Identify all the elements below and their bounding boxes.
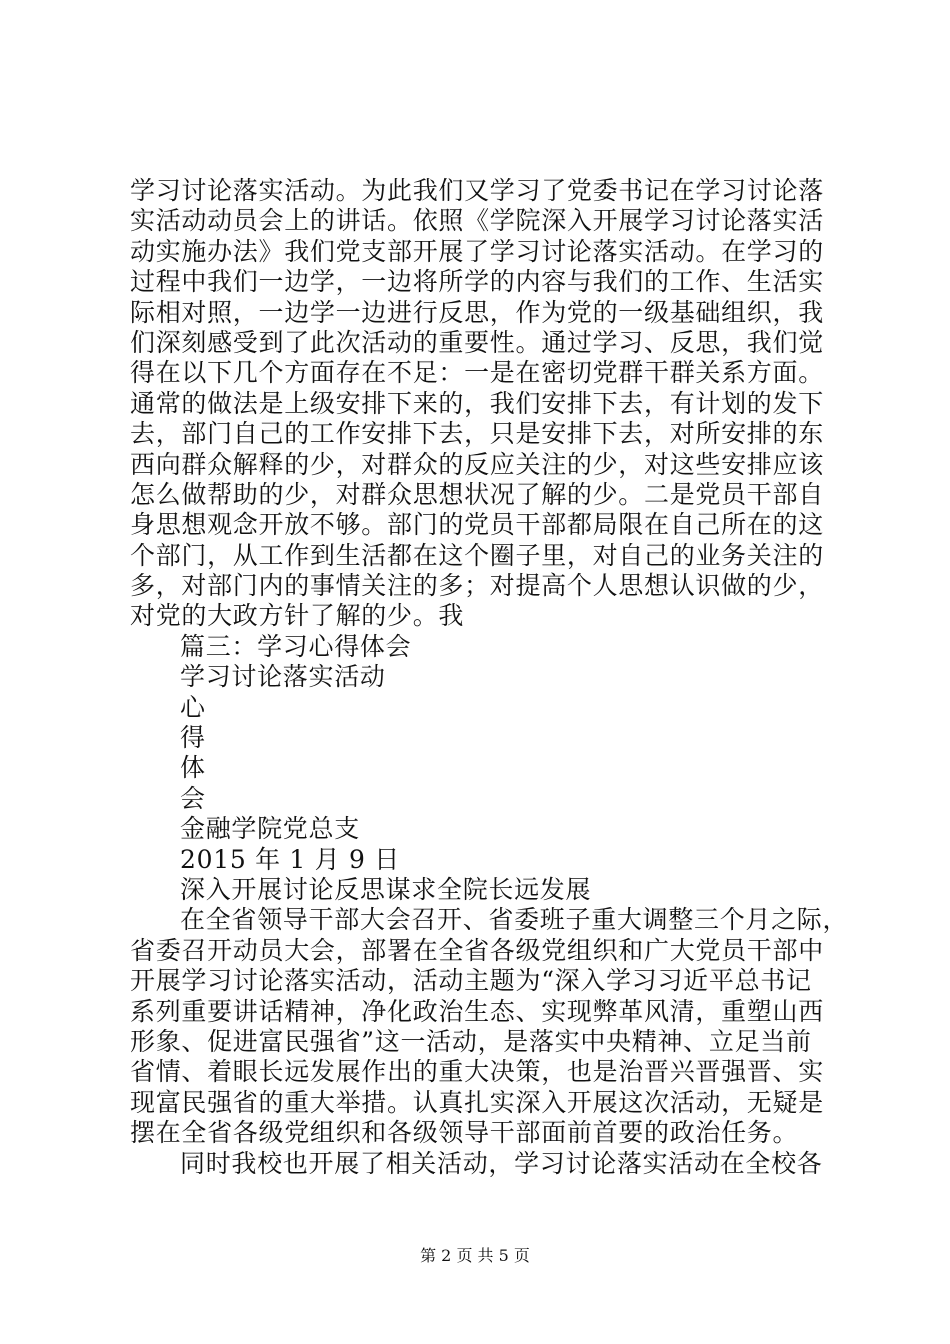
text-line: 省情、着眼长远发展作出的重大决策，也是治晋兴晋强晋、实 [130,1057,824,1087]
text-line: 际相对照，一边学一边进行反思，作为党的一级基础组织，我 [130,297,824,327]
text-line: 2015 年 1 月 9 日 [180,844,400,874]
text-line: 省委召开动员大会，部署在全省各级党组织和广大党员干部中 [130,935,824,965]
text-line: 实活动动员会上的讲话。依照《学院深入开展学习讨论落实活 [130,206,824,236]
page-footer: 第 2 页 共 5 页 [420,1246,530,1265]
text-line: 西向群众解释的少，对群众的反应关注的少，对这些安排应该 [130,449,824,479]
text-line: 得在以下几个方面存在不足：一是在密切党群干群关系方面。 [130,358,824,388]
text-line: 篇三：学习心得体会 [180,631,412,661]
text-line: 体 [180,753,206,783]
text-line: 对党的大政方针了解的少。我 [130,601,465,631]
document-body [130,176,849,1179]
text-line: 过程中我们一边学，一边将所学的内容与我们的工作、生活实 [130,267,824,297]
text-line: 会 [180,783,206,813]
text-line: 开展学习讨论落实活动，活动主题为“深入学习习近平总书记 [130,966,812,996]
text-line: 身思想观念开放不够。部门的党员干部都局限在自己所在的这 [130,510,824,540]
text-line: 去，部门自己的工作安排下去，只是安排下去，对所安排的东 [130,419,824,449]
text-line: 个部门，从工作到生活都在这个圈子里，对自己的业务关注的 [130,540,824,570]
text-line: 在全省领导干部大会召开、省委班子重大调整三个月之际， [180,905,849,935]
text-line: 多，对部门内的事情关注的多；对提高个人思想认识做的少， [130,571,824,601]
text-line: 得 [180,723,206,753]
text-line: 金融学院党总支 [180,814,360,844]
text-line: 形象、促进富民强省”这一活动，是落实中央精神、立足当前 [130,1026,812,1056]
text-line: 动实施办法》我们党支部开展了学习讨论落实活动。在学习的 [130,236,824,266]
text-line: 心 [180,692,206,722]
text-line: 现富民强省的重大举措。认真扎实深入开展这次活动，无疑是 [130,1087,824,1117]
text-line: 们深刻感受到了此次活动的重要性。通过学习、反思，我们觉 [130,327,824,357]
text-line: 学习讨论落实活动。为此我们又学习了党委书记在学习讨论落 [130,176,824,205]
text-line: 深入开展讨论反思谋求全院长远发展 [180,874,592,904]
text-line: 同时我校也开展了相关活动，学习讨论落实活动在全校各 [180,1148,823,1178]
text-line: 摆在全省各级党组织和各级领导干部面前首要的政治任务。 [130,1118,799,1148]
text-line: 怎么做帮助的少，对群众思想状况了解的少。二是党员干部自 [130,479,824,509]
text-line: 学习讨论落实活动 [180,662,386,692]
text-line: 系列重要讲话精神，净化政治生态、实现弊革风清，重塑山西 [130,996,824,1026]
text-line: 通常的做法是上级安排下来的，我们安排下去，有计划的发下 [130,388,824,418]
